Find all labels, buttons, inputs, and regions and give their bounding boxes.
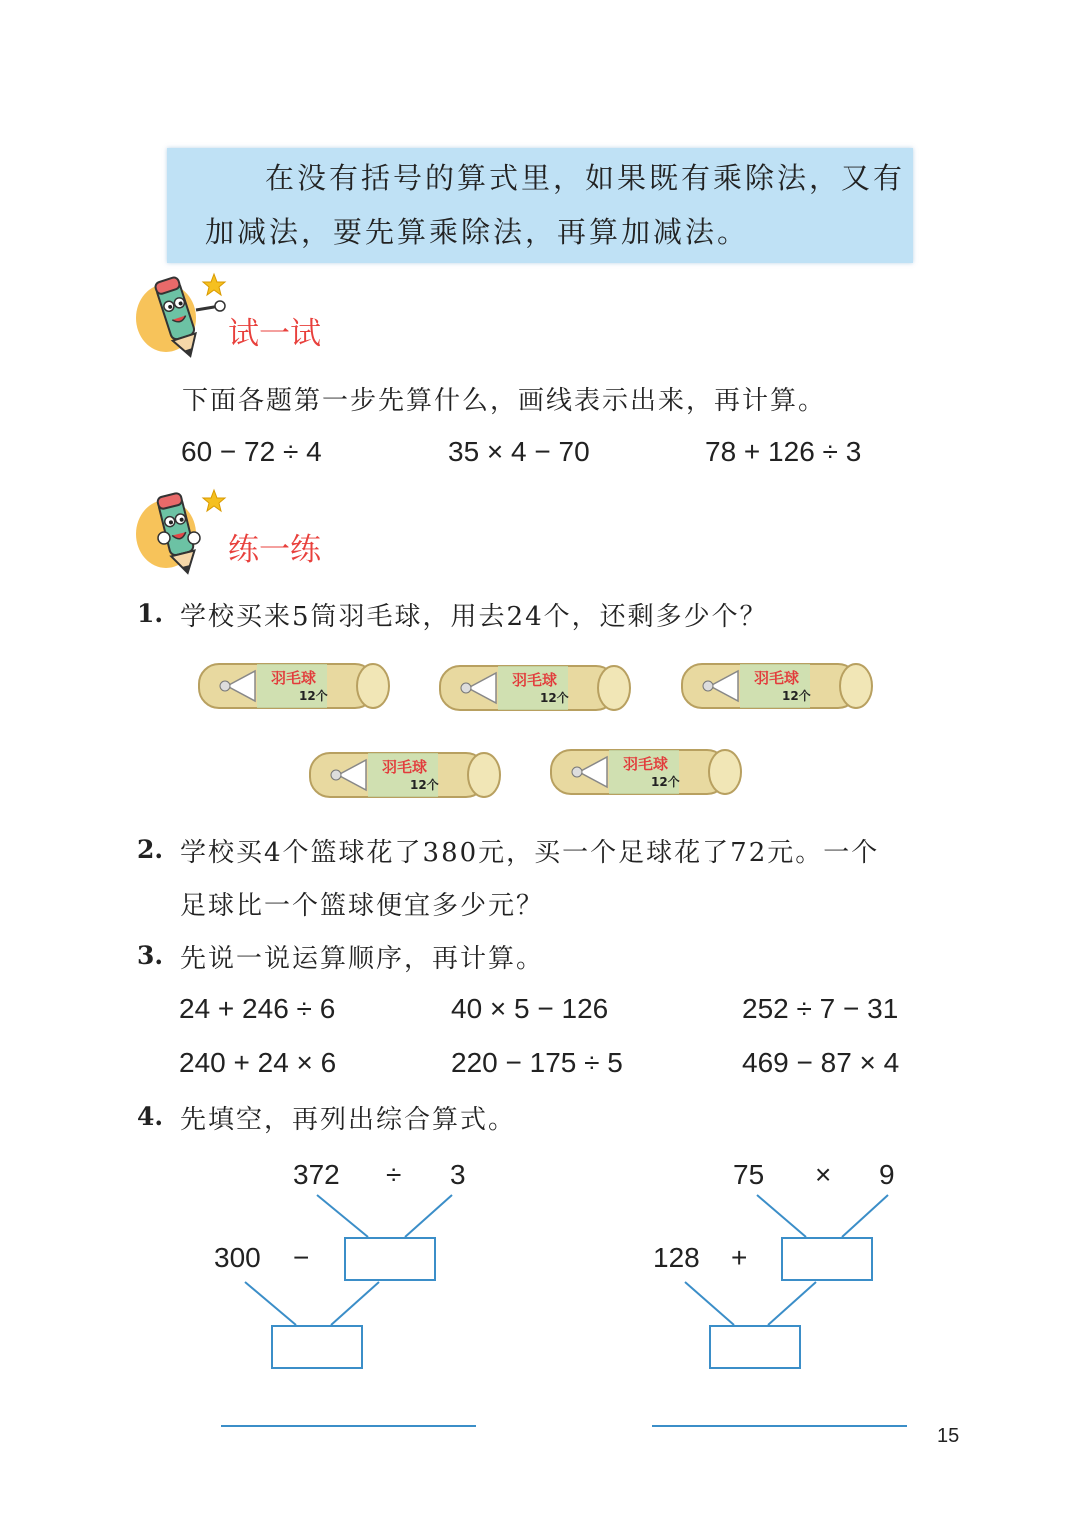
q3-expression: 220 − 175 ÷ 5 [451, 1047, 623, 1078]
diagram-right-operator-1: × [815, 1159, 832, 1190]
question-4-text: 先填空，再列出综合算式。 [180, 1105, 517, 1135]
shuttlecock-tube [549, 747, 745, 801]
tube-count: 12个 [299, 689, 328, 703]
tube-count: 12个 [782, 689, 811, 703]
diagram-right-number-a: 75 [733, 1159, 765, 1190]
diagram-left-number-c: 300 [214, 1242, 261, 1273]
page-number: 15 [937, 1425, 960, 1447]
rule-text-line2: 加减法，要先算乘除法，再算加减法。 [205, 215, 750, 249]
diagram-left-number-a: 372 [293, 1159, 340, 1190]
answer-line[interactable] [652, 1425, 907, 1427]
try-instruction: 下面各题第一步先算什么，画线表示出来，再计算。 [182, 386, 827, 416]
tube-label: 羽毛球 [271, 669, 317, 687]
q3-expression: 40 × 5 − 126 [451, 993, 609, 1024]
q3-expression: 240 + 24 × 6 [179, 1047, 337, 1078]
diagram-right-operator-2: + [731, 1242, 748, 1273]
q3-expression: 469 − 87 × 4 [742, 1047, 900, 1078]
diagram-right-number-c: 128 [653, 1242, 700, 1273]
diagram-right-number-b: 9 [879, 1159, 895, 1190]
diagram-left-number-b: 3 [450, 1159, 466, 1190]
practice-section-title: 练一练 [228, 532, 321, 568]
shuttlecock-tube [680, 661, 876, 715]
tube-label: 羽毛球 [512, 671, 558, 689]
shuttlecock-tube [197, 661, 393, 715]
question-number-2: 2. [137, 835, 164, 864]
answer-line[interactable] [221, 1425, 476, 1427]
question-number-3: 3. [137, 941, 164, 970]
pencil-mascot-icon [134, 272, 230, 364]
q3-expression: 252 ÷ 7 − 31 [742, 993, 899, 1024]
try-expression-2: 35 × 4 − 70 [448, 436, 590, 467]
tube-count: 12个 [540, 691, 569, 705]
shuttlecock-tube [308, 750, 504, 804]
tube-label: 羽毛球 [382, 758, 428, 776]
question-number-4: 4. [137, 1102, 164, 1131]
diagram-left-operator-1: ÷ [386, 1159, 402, 1190]
diagram-left-operator-2: − [293, 1242, 310, 1273]
pencil-mascot-icon [134, 488, 230, 580]
question-number-1: 1. [137, 599, 164, 628]
answer-box[interactable] [709, 1325, 801, 1369]
question-1-text: 学校买来5筒羽毛球，用去24个，还剩多少个？ [180, 602, 768, 632]
answer-box[interactable] [271, 1325, 363, 1369]
question-2-line1: 学校买4个篮球花了380元，买一个足球花了72元。一个 [180, 838, 880, 868]
try-expression-1: 60 − 72 ÷ 4 [181, 436, 322, 467]
q3-expression: 24 + 246 ÷ 6 [179, 993, 336, 1024]
rule-box [167, 148, 913, 263]
tube-count: 12个 [651, 775, 680, 789]
try-expression-3: 78 + 126 ÷ 3 [705, 436, 862, 467]
answer-box[interactable] [781, 1237, 873, 1281]
rule-text-line1: 在没有括号的算式里，如果既有乘除法，又有 [265, 161, 906, 195]
question-2-line2: 足球比一个篮球便宜多少元？ [180, 891, 545, 921]
try-section-title: 试一试 [228, 316, 321, 352]
tube-count: 12个 [410, 778, 439, 792]
shuttlecock-tube [438, 663, 634, 717]
question-3-text: 先说一说运算顺序，再计算。 [180, 944, 545, 974]
answer-box[interactable] [344, 1237, 436, 1281]
tube-label: 羽毛球 [754, 669, 800, 687]
tube-label: 羽毛球 [623, 755, 669, 773]
